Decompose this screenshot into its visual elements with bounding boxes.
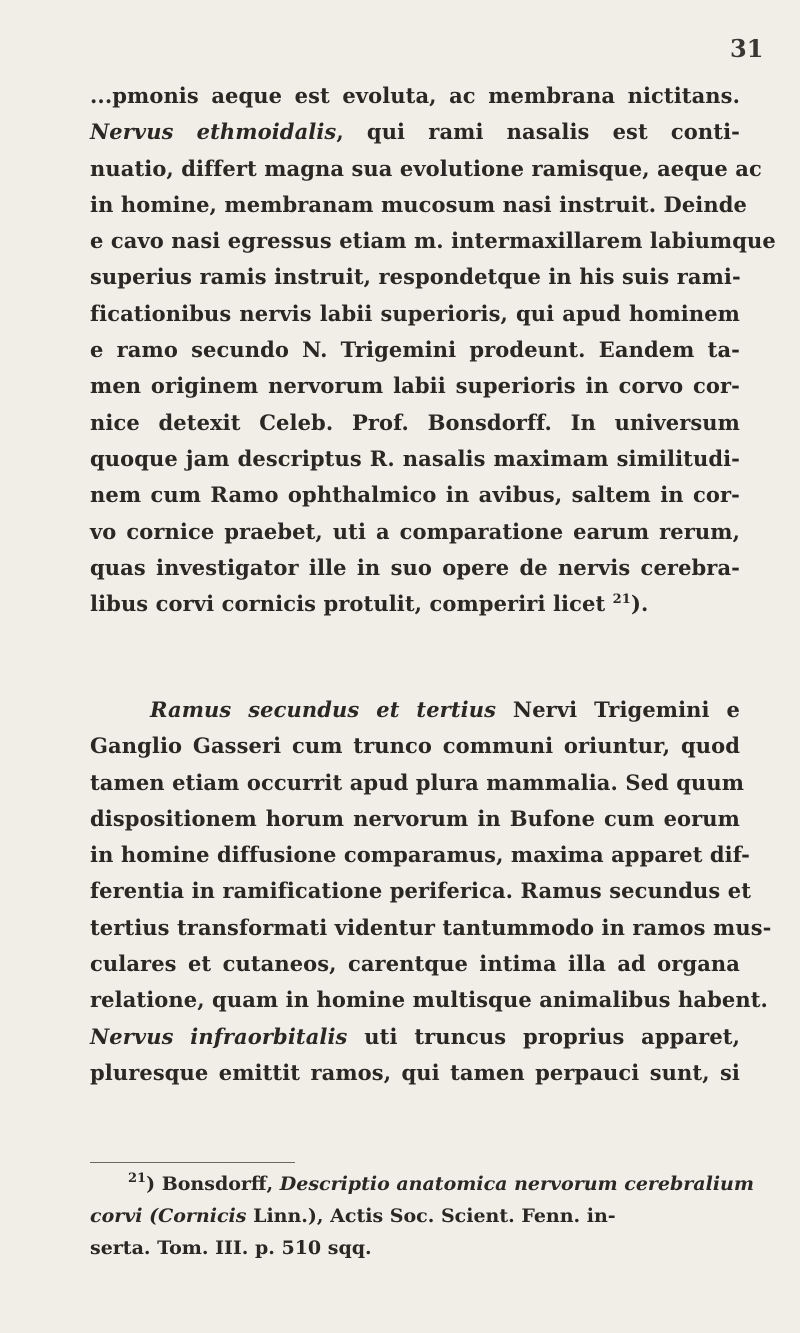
footnote-marker: 21 (128, 1171, 147, 1186)
footnote-line (90, 1200, 740, 1232)
text-line (90, 1019, 740, 1055)
text-line: nuatio, differt magna sua evolutione ramisque, aeque ac (90, 155, 762, 181)
text-line: relatione, quam in homine multisque animalibus habent. (90, 987, 768, 1013)
footnote-species: (Cornicis (149, 1205, 247, 1227)
text-line-rest: Nervi Trigemini e (496, 697, 740, 722)
text-line: nem cum Ramo ophthalmico in avibus, saltem in cor- (90, 482, 740, 508)
footnote-species-auth: Linn.), (253, 1205, 324, 1227)
footnote-line: sertа. Tom. III. p. 510 sqq. (90, 1237, 372, 1259)
footnote-journal: Actis Soc. Scient. Fenn. in- (330, 1205, 616, 1227)
text-line: tertius transformati videntur tantummodo in ramos mus- (90, 914, 772, 940)
text-line: vo cornice praebet, uti a comparatione earum rerum, (90, 518, 740, 544)
text-line: pluresque emittit ramos, qui tamen perpauci sunt, si (90, 1059, 740, 1085)
paragraph-1 (90, 78, 776, 622)
text-line-rest: , qui rami nasalis est conti- (336, 119, 740, 145)
text-line: culares et cutaneos, carentque intima illa ad organa (90, 951, 740, 977)
closing-punct: ). (630, 591, 649, 617)
footnote-author: Bonsdorff, (161, 1173, 274, 1195)
text-line: ferentia in ramificatione periferica. Ramus secundus et (90, 878, 751, 904)
text-line (90, 114, 740, 150)
text-line (90, 692, 740, 728)
footnote-title-cont: corvi (90, 1205, 143, 1227)
paragraph-2 (90, 692, 772, 1091)
page-number: 31 (730, 34, 764, 63)
text-line: nice detexit Celeb. Prof. Bonsdorff. In universum (90, 409, 740, 435)
text-line: e ramo secundo N. Trigemini prodeunt. Eandem ta- (90, 337, 740, 363)
text-line (90, 586, 740, 622)
text-line-rest: uti truncus proprius apparet, (347, 1023, 740, 1049)
text-line: in homine diffusione comparamus, maxima apparet dif- (90, 842, 750, 868)
text-line: superius ramis instruit, respondetque in his suis rami- (90, 264, 741, 290)
text-line: dispositionem horum nervorum in Bufone cum eorum (90, 805, 740, 831)
text-line: Ganglio Gasseri cum trunco communi oriuntur, quod (90, 733, 740, 759)
text-line: tamen etiam occurrit apud plura mammalia. Sed quum (90, 769, 745, 795)
term-nervus-infraorbitalis: Nervus infraorbitalis (90, 1023, 348, 1049)
text-line: in homine, membranam mucosum nasi instruit. Deinde (90, 191, 747, 217)
term-ramus-secundus: Ramus secundus et tertius (150, 697, 496, 722)
term-nervus-ethmoidalis: Nervus ethmoidalis (90, 119, 337, 145)
text-line: quas investigator ille in suo opere de nervis cerebra- (90, 554, 740, 580)
footnote-divider (90, 1162, 295, 1163)
text-line-last: libus corvi cornicis protulit, comperiri licet (90, 591, 613, 617)
footnote-title: Descriptio anatomica nervorum cerebralium (279, 1173, 754, 1195)
text-line: quoque jam descriptus R. nasalis maximam similitudi- (90, 445, 740, 471)
text-line: ficationibus nervis labii superioris, qui apud hominem (90, 300, 740, 326)
footnote (90, 1168, 754, 1264)
text-line: e cavo nasi egressus etiam m. intermaxillarem labiumque (90, 228, 776, 254)
footnote-ref[interactable]: 21 (612, 592, 631, 608)
text-line: ...pmonis aeque est evoluta, ac membrana nictitans. (90, 83, 740, 108)
text-line: men originem nervorum labii superioris in corvo cor- (90, 373, 740, 399)
footnote-line: $^{21}$) Bonsdorff, Descriptio anatomica nervorum cerebralium (128, 1171, 754, 1195)
